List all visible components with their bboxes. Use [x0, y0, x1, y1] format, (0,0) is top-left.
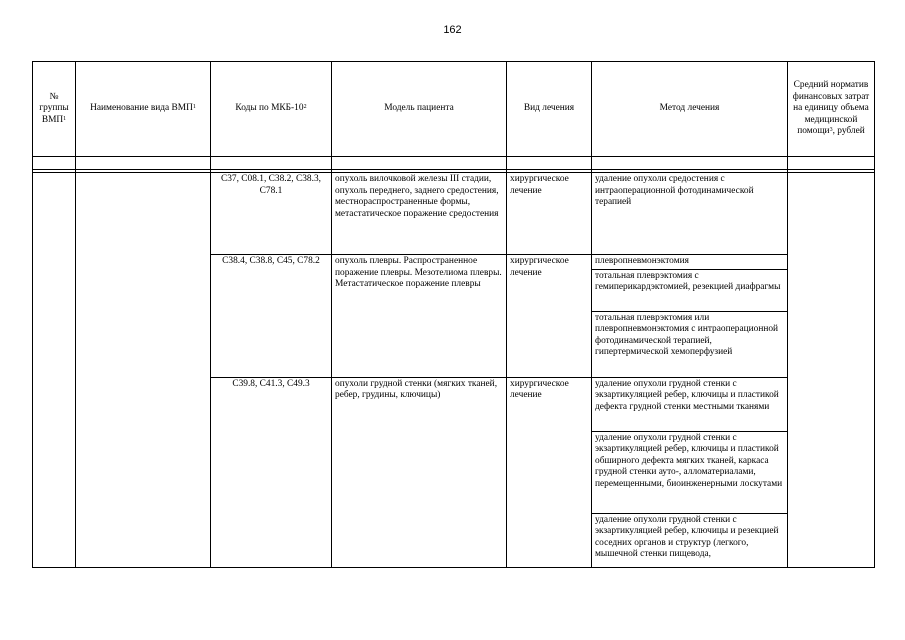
header-icd-codes: Коды по МКБ-$10^2$ [211, 62, 332, 157]
treatment-type-cell: хирургическое лечение [507, 377, 592, 567]
page-number: 162 [443, 24, 462, 36]
patient-model-cell: опухоли грудной стенки (мягких тканей, ребер, грудины, ключицы) [332, 377, 507, 567]
header-average-cost: Средний норматив финансовых затрат на единицу объема медицинской помощи$^3$, рублей [788, 62, 875, 157]
treatment-type-cell: хирургическое лечение [507, 173, 592, 255]
treatment-method-cell: удаление опухоли средостения с интраоперационной фотодинамической терапией [592, 173, 788, 255]
treatment-method-cell: тотальная плеврэктомия или плевропневмонэктомия с интраоперационной фотодинамической терапией, гипертермической хемоперфузией [592, 311, 788, 377]
column-number-row [33, 157, 875, 170]
icd-codes-cell: C37, C08.1, C38.2, C38.3, C78.1 [211, 173, 332, 255]
header-group-number: № группы ВМП$^1$ [33, 62, 76, 157]
treatment-method-cell: удаление опухоли грудной стенки с экзартикуляцией ребер, ключицы и пластикой дефекта грудной стенки местными тканями [592, 377, 788, 431]
header-patient-model: Модель пациента [332, 62, 507, 157]
treatment-method-cell: плевропневмонэктомия [592, 255, 788, 270]
icd-codes-cell: C39.8, C41.3, C49.3 [211, 377, 332, 567]
vmp-name-cell [76, 173, 211, 568]
header-vmp-name: Наименование вида ВМП$^1$ [76, 62, 211, 157]
treatment-type-cell: хирургическое лечение [507, 255, 592, 378]
treatment-method-cell: тотальная плеврэктомия с гемиперикардэктомией, резекцией диафрагмы [592, 269, 788, 311]
group-number-cell [33, 173, 76, 568]
patient-model-cell: опухоль вилочковой железы III стадии, опухоль переднего, заднего средостения, местнораспространенные формы, метастатическое поражение средостения [332, 173, 507, 255]
average-cost-cell [788, 173, 875, 568]
header-treatment-type: Вид лечения [507, 62, 592, 157]
treatment-method-cell: удаление опухоли грудной стенки с экзартикуляцией ребер, ключицы и пластикой обширного дефекта мягких тканей, каркаса грудной стенки ауто-, алломатериалами, перемещенными, биоинженерными лоскутами [592, 431, 788, 513]
vmp-table [32, 61, 875, 568]
header-row [33, 62, 875, 157]
treatment-method-cell: удаление опухоли грудной стенки с экзартикуляцией ребер, ключицы и резекцией соседних органов и структур (легкого, мышечной стенки пищевода, [592, 513, 788, 567]
icd-codes-cell: C38.4, C38.8, C45, C78.2 [211, 255, 332, 378]
header-treatment-method: Метод лечения [592, 62, 788, 157]
patient-model-cell: опухоль плевры. Распространенное поражение плевры. Мезотелиома плевры. Метастатическое поражение плевры [332, 255, 507, 378]
table-row [33, 173, 875, 255]
